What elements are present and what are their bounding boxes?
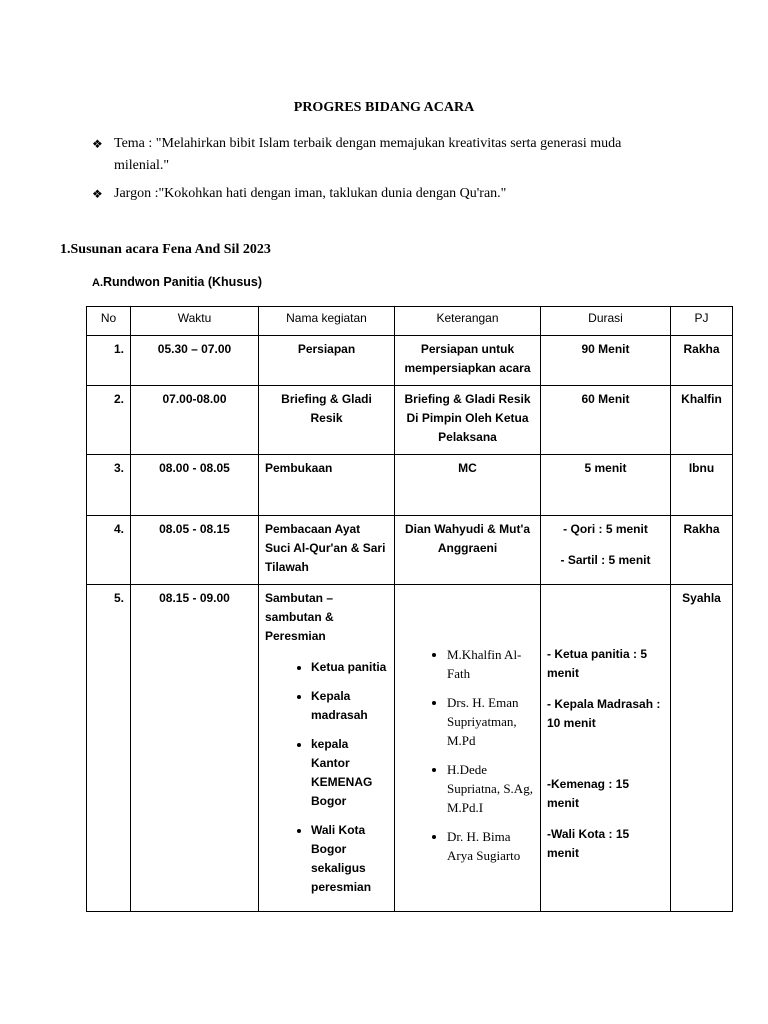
cell-waktu: 08.15 - 09.00 [131,585,259,912]
list-item: • Drs. H. Eman Supriyatman, M.Pd [447,693,534,750]
list-item: • Ketua panitia [311,658,388,677]
cell-waktu: 08.05 - 08.15 [131,516,259,585]
header-waktu: Waktu [131,307,259,336]
schedule-table [86,306,733,912]
diamond-bullet-icon: ❖ [92,187,103,201]
cell-durasi [541,516,671,585]
cell-no: 1. [87,336,131,386]
cell-keterangan: Dian Wahyudi & Mut'a Anggraeni [395,516,541,585]
cell-keterangan: Briefing & Gladi Resik Di Pimpin Oleh Ketua Pelaksana [395,386,541,455]
tema-text: Tema : "Melahirkan bibit Islam terbaik dengan memajukan kreativitas serta generasi muda milenial." [114,136,622,173]
cell-no: 5. [87,585,131,912]
diamond-bullet-icon: ❖ [92,137,103,151]
cell-no: 3. [87,455,131,516]
cell-waktu: 07.00-08.00 [131,386,259,455]
header-durasi: Durasi [541,307,671,336]
durasi-item: - Ketua panitia : 5 menit [547,647,648,680]
cell-pj: Syahla [671,585,733,912]
header-kegiatan: Nama kegiatan [259,307,395,336]
cell-keterangan [395,585,541,912]
cell-kegiatan: Pembukaan [259,455,395,516]
list-item: • Kepala madrasah [311,687,388,725]
table-header-row [87,307,733,336]
section-number: 1. [60,242,71,257]
list-item: • Wali Kota Bogor sekaligus peresmian [311,821,388,897]
durasi-item: -Kemenag : 15 menit [547,777,630,810]
cell-kegiatan [259,585,395,912]
cell-no: 4. [87,516,131,585]
cell-pj: Khalfin [671,386,733,455]
cell-durasi: 60 Menit [541,386,671,455]
cell-pj: Ibnu [671,455,733,516]
table-row [87,516,733,585]
cell-kegiatan: Persiapan [259,336,395,386]
list-item: • H.Dede Supriatna, S.Ag, M.Pd.I [447,760,534,817]
list-item: • Dr. H. Bima Arya Sugiarto [447,827,534,865]
header-pj: PJ [671,307,733,336]
section-heading [60,242,271,258]
header-no: No [87,307,131,336]
cell-pj: Rakha [671,516,733,585]
durasi-qori: - Qori : 5 menit [563,522,648,536]
cell-kegiatan: Briefing & Gladi Resik [259,386,395,455]
header-keterangan: Keterangan [395,307,541,336]
list-item: • kepala Kantor KEMENAG Bogor [311,735,388,811]
subsection-title: Rundwon Panitia (Khusus) [103,275,263,289]
subsection-letter: A. [92,277,103,289]
bullet-tema [92,133,622,173]
cell-pj: Rakha [671,336,733,386]
table-row [87,336,733,386]
document-title: PROGRES BIDANG ACARA [293,100,475,115]
jargon-text: Jargon :"Kokohkan hati dengan iman, taklukan dunia dengan Qu'ran." [114,186,507,201]
durasi-item: -Wali Kota : 15 menit [547,827,630,860]
list-item: • M.Khalfin Al-Fath [447,645,534,683]
cell-durasi [541,585,671,912]
cell-kegiatan: Pembacaan Ayat Suci Al-Qur'an & Sari Tilawah [259,516,395,585]
cell-durasi: 90 Menit [541,336,671,386]
cell-waktu: 08.00 - 08.05 [131,455,259,516]
bullet-jargon [92,183,507,206]
cell-keterangan: MC [395,455,541,516]
table-row [87,585,733,912]
subsection-heading [92,275,262,289]
table-row [87,455,733,516]
section-title: Susunan acara Fena And Sil 2023 [70,242,271,257]
cell-no: 2. [87,386,131,455]
cell-waktu: 05.30 – 07.00 [131,336,259,386]
durasi-item: - Kepala Madrasah : 10 menit [547,697,661,730]
cell-keterangan: Persiapan untuk mempersiapkan acara [395,336,541,386]
kegiatan-title: Sambutan – sambutan & Peresmian [265,591,334,643]
cell-durasi: 5 menit [541,455,671,516]
durasi-sartil: - Sartil : 5 menit [560,553,651,567]
table-row [87,386,733,455]
